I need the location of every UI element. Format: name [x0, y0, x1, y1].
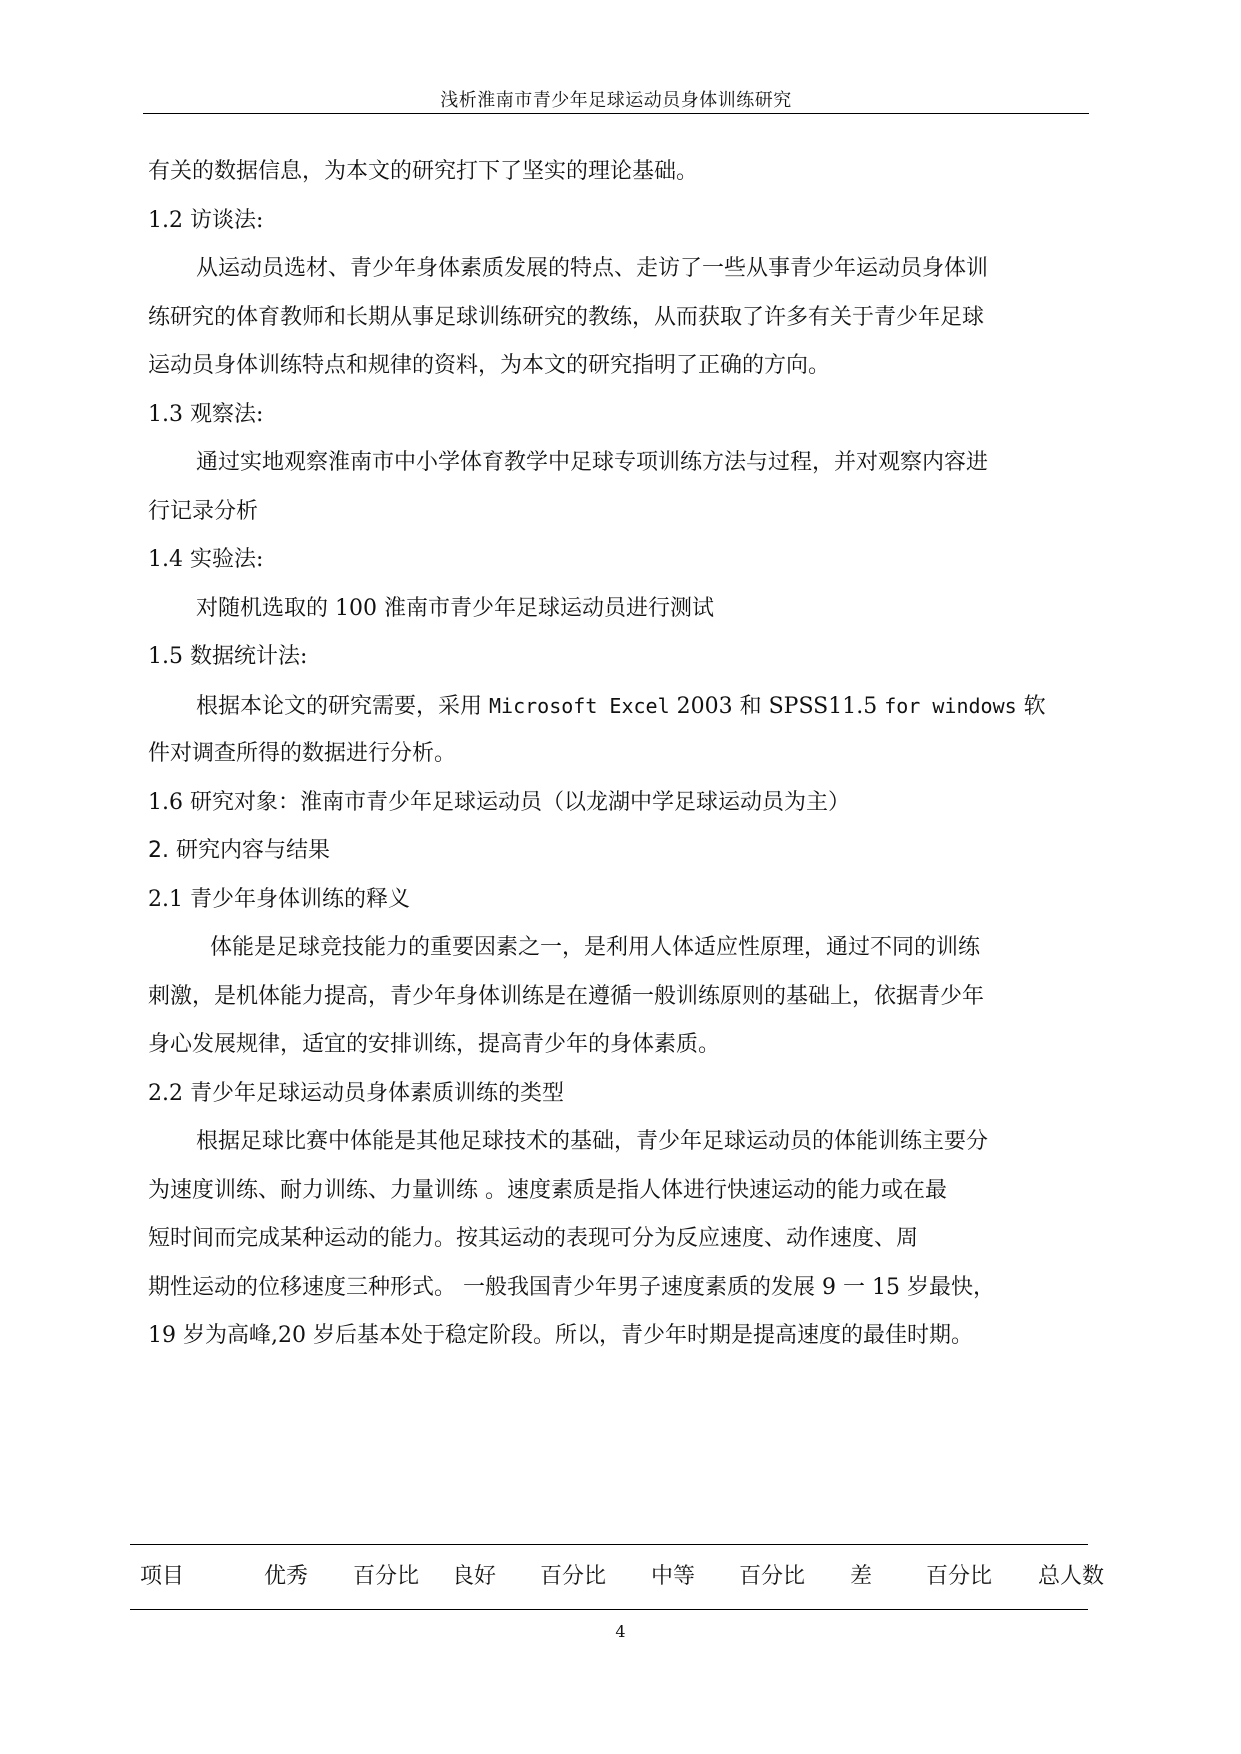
paragraph-line-software: 根据本论文的研究需要，采用 Microsoft Excel 2003 和 SPSS11.5 for windows 软 — [196, 693, 1046, 719]
table-header-cell: 差 — [850, 1564, 873, 1589]
paragraph-line: 根据足球比赛中体能是其他足球技术的基础，青少年足球运动员的体能训练主要分 — [196, 1129, 989, 1154]
table-header-cell: 百分比 — [926, 1564, 993, 1589]
paragraph-line: 短时间而完成某种运动的能力。按其运动的表现可分为反应速度、动作速度、周 — [148, 1226, 919, 1251]
paragraph-line: 为速度训练、耐力训练、力量训练 。速度素质是指人体进行快速运动的能力或在最 — [148, 1177, 947, 1203]
table-header-cell: 优秀 — [264, 1564, 309, 1589]
table-header-bottom-rule — [130, 1609, 1088, 1610]
paragraph-line: 从运动员选材、青少年身体素质发展的特点、走访了一些从事青少年运动员身体训 — [196, 256, 989, 281]
paragraph-line: 体能是足球竞技能力的重要因素之一，是利用人体适应性原理，通过不同的训练 — [210, 935, 981, 960]
table-header-cell: 百分比 — [353, 1564, 420, 1589]
paragraph-line: 19 岁为高峰,20 岁后基本处于稳定阶段。所以，青少年时期是提高速度的最佳时期。 — [148, 1323, 973, 1348]
section-heading-2-1: 2.1 青少年身体训练的释义 — [148, 886, 410, 912]
table-header-cell: 百分比 — [739, 1564, 806, 1589]
paragraph-line: 对随机选取的 100 淮南市青少年足球运动员进行测试 — [196, 595, 714, 621]
section-heading-1-4: 1.4 实验法: — [148, 547, 264, 572]
software-name: Microsoft Excel — [489, 693, 670, 718]
section-heading-1-5: 1.5 数据统计法: — [148, 644, 308, 669]
table-header-cell: 总人数 — [1038, 1564, 1105, 1589]
software-platform: for windows — [884, 693, 1017, 718]
section-heading-2: 2. 研究内容与结果 — [148, 838, 330, 863]
paragraph-line: 身心发展规律，适宜的安排训练，提高青少年的身体素质。 — [148, 1032, 721, 1057]
section-heading-1-6: 1.6 研究对象：淮南市青少年足球运动员（以龙湖中学足球运动员为主） — [148, 789, 850, 815]
paragraph-line: 行记录分析 — [148, 498, 259, 524]
paragraph-line: 运动员身体训练特点和规律的资料，为本文的研究指明了正确的方向。 — [148, 353, 831, 378]
paragraph-line: 通过实地观察淮南市中小学体育教学中足球专项训练方法与过程，并对观察内容进 — [196, 450, 989, 475]
paragraph-line: 练研究的体育教师和长期从事足球训练研究的教练，从而获取了许多有关于青少年足球 — [148, 304, 985, 330]
paragraph-line: 期性运动的位移速度三种形式。 一般我国青少年男子速度素质的发展 9 一 15 岁最快， — [148, 1274, 995, 1300]
section-heading-1-3: 1.3 观察法: — [148, 401, 264, 427]
header-rule — [143, 113, 1089, 114]
section-heading-1-2: 1.2 访谈法: — [148, 207, 264, 233]
paragraph-line: 件对调查所得的数据进行分析。 — [148, 741, 457, 766]
table-header-cell: 项目 — [140, 1564, 185, 1589]
paragraph-line: 刺激，是机体能力提高，青少年身体训练是在遵循一般训练原则的基础上，依据青少年 — [148, 983, 985, 1009]
running-header: 浅析淮南市青少年足球运动员身体训练研究 — [440, 90, 792, 111]
table-header-cell: 良好 — [452, 1564, 497, 1589]
paragraph-line: 有关的数据信息，为本文的研究打下了坚实的理论基础。 — [148, 159, 699, 184]
section-heading-2-2: 2.2 青少年足球运动员身体素质训练的类型 — [148, 1080, 564, 1106]
table-header-cell: 中等 — [651, 1564, 696, 1589]
body-text — [148, 148, 1088, 1361]
page-number: 4 — [615, 1622, 626, 1641]
table-top-rule — [130, 1544, 1088, 1545]
table-header-row — [0, 1559, 1241, 1593]
table-header-cell: 百分比 — [540, 1564, 607, 1589]
